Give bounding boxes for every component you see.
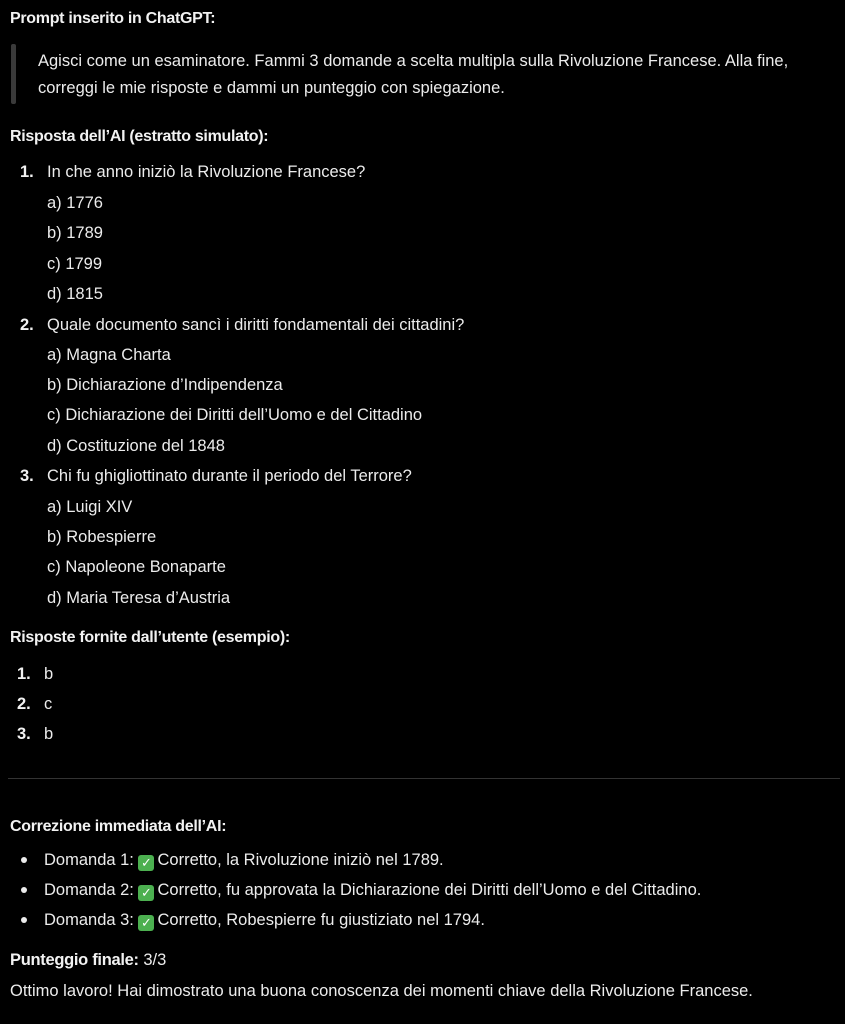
user-answer-value: b xyxy=(44,665,54,683)
bullet-icon xyxy=(21,857,27,863)
final-score-value: 3/3 xyxy=(143,951,167,969)
prompt-heading: Prompt inserito in ChatGPT: xyxy=(10,10,216,27)
answer-option: b) 1789 xyxy=(47,224,103,242)
user-answer-value: b xyxy=(44,725,54,743)
question-number: 2. xyxy=(20,316,34,334)
correction-label: Domanda 2: xyxy=(44,881,134,899)
correction-label: Domanda 3: xyxy=(44,911,134,929)
correction-item xyxy=(44,880,701,901)
correction-item xyxy=(44,850,444,871)
user-answer-value: c xyxy=(44,695,53,713)
horizontal-divider xyxy=(8,778,840,779)
prompt-text: Agisci come un esaminatore. Fammi 3 domande a scelta multipla sulla Rivoluzione Francese. Alla fine, correggi le mie risposte e dammi un punteggio con spiegazione. xyxy=(38,52,789,97)
question-text: Quale documento sancì i diritti fondamentali dei cittadini? xyxy=(47,316,465,334)
user-answers-heading: Risposte fornite dall’utente (esempio): xyxy=(10,629,290,646)
check-mark-icon: ✓ xyxy=(138,915,154,931)
check-mark-icon: ✓ xyxy=(138,885,154,901)
answer-option: a) 1776 xyxy=(47,194,103,212)
answer-option: b) Robespierre xyxy=(47,528,157,546)
final-score-label: Punteggio finale: xyxy=(10,951,139,969)
bullet-icon xyxy=(21,887,27,893)
answer-option: d) 1815 xyxy=(47,285,103,303)
answer-option: c) Dichiarazione dei Diritti dell’Uomo e del Cittadino xyxy=(47,406,423,424)
answer-option: a) Luigi XIV xyxy=(47,498,133,516)
question-number: 3. xyxy=(20,467,34,485)
bullet-icon xyxy=(21,917,27,923)
answer-option: d) Costituzione del 1848 xyxy=(47,437,225,455)
prompt-blockquote xyxy=(11,44,841,104)
answer-option: b) Dichiarazione d’Indipendenza xyxy=(47,376,283,394)
check-mark-icon: ✓ xyxy=(138,855,154,871)
correction-text: Corretto, fu approvata la Dichiarazione dei Diritti dell’Uomo e del Cittadino. xyxy=(157,881,702,899)
answer-option: a) Magna Charta xyxy=(47,346,171,364)
final-score xyxy=(10,950,166,970)
score-comment: Ottimo lavoro! Hai dimostrato una buona conoscenza dei momenti chiave della Rivoluzione Francese. xyxy=(10,982,753,1000)
ai-response-heading: Risposta dell’AI (estratto simulato): xyxy=(10,128,269,145)
question-number: 1. xyxy=(20,163,34,181)
correction-heading: Correzione immediata dell’AI: xyxy=(10,818,227,835)
correction-item xyxy=(44,910,485,931)
blockquote-bar xyxy=(11,44,16,104)
user-answer-number: 2. xyxy=(17,695,31,713)
question-text: In che anno iniziò la Rivoluzione Francese? xyxy=(47,163,366,181)
answer-option: c) Napoleone Bonaparte xyxy=(47,558,226,576)
correction-text: Corretto, Robespierre fu giustiziato nel 1794. xyxy=(157,911,485,929)
answer-option: d) Maria Teresa d’Austria xyxy=(47,589,231,607)
user-answer-number: 1. xyxy=(17,665,31,683)
correction-text: Corretto, la Rivoluzione iniziò nel 1789. xyxy=(157,851,444,869)
user-answer-number: 3. xyxy=(17,725,31,743)
question-text: Chi fu ghigliottinato durante il periodo del Terrore? xyxy=(47,467,412,485)
correction-label: Domanda 1: xyxy=(44,851,134,869)
answer-option: c) 1799 xyxy=(47,255,103,273)
